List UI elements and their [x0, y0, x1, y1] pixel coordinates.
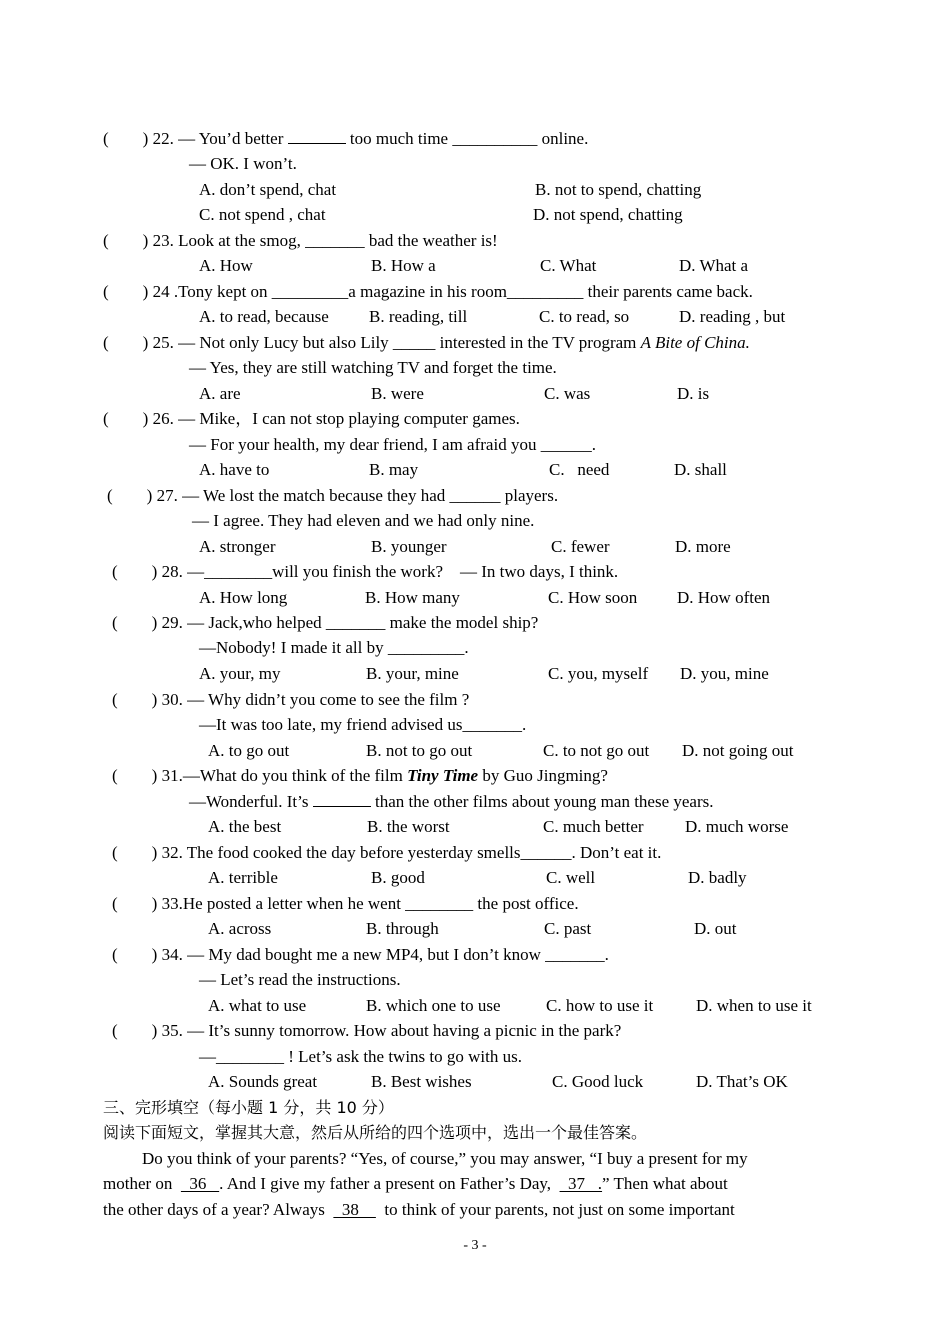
question-30-option-a: A. to go out	[208, 741, 290, 760]
question-25-stem: ( ) 25. — Not only Lucy but also Lily _____ interested in the TV program A Bite of China.	[103, 333, 750, 352]
question-22-option-b: B. not to spend, chatting	[535, 180, 702, 199]
question-27-option-a: A. stronger	[199, 537, 276, 556]
page-number: - 3 -	[463, 1238, 487, 1253]
question-22-option-c: C. not spend , chat	[199, 205, 326, 224]
question-32-option-b: B. good	[371, 868, 425, 887]
question-34-stem: ( ) 34. — My dad bought me a new MP4, but I don’t know _______.	[112, 945, 609, 964]
question-22-option-a: A. don’t spend, chat	[199, 180, 337, 199]
question-30-option-b: B. not to go out	[366, 741, 473, 760]
question-24-option-b: B. reading, till	[369, 307, 468, 326]
question-26-stem: ( ) 26. — Mike，I can not stop playing computer games.	[103, 409, 520, 428]
question-31-option-d: D. much worse	[685, 817, 789, 836]
passage-line-1: Do you think of your parents? “Yes, of course,” you may answer, “I buy a present for my	[142, 1149, 748, 1168]
blank-38: 38	[333, 1200, 376, 1219]
question-30-option-d: D. not going out	[682, 741, 794, 760]
question-34-option-c: C. how to use it	[546, 996, 654, 1015]
answer-blank	[313, 792, 371, 807]
question-29-option-b: B. your, mine	[366, 664, 459, 683]
question-26-option-a: A. have to	[199, 460, 270, 479]
question-34-option-d: D. when to use it	[696, 996, 812, 1015]
question-26-option-d: D. shall	[674, 460, 727, 479]
question-26-reply: — For your health, my dear friend, I am afraid you ______.	[189, 435, 596, 454]
question-23-option-b: B. How a	[371, 256, 436, 275]
question-35-option-a: A. Sounds great	[208, 1072, 318, 1091]
answer-blank	[288, 129, 346, 144]
question-33-option-a: A. across	[208, 919, 272, 938]
question-31-option-c: C. much better	[543, 817, 644, 836]
question-30-stem: ( ) 30. — Why didn’t you come to see the film ?	[112, 690, 470, 709]
question-29-option-d: D. you, mine	[680, 664, 769, 683]
question-22-option-d: D. not spend, chatting	[533, 205, 683, 224]
question-33-option-d: D. out	[694, 919, 737, 938]
question-24-option-a: A. to read, because	[199, 307, 329, 326]
question-32-stem: ( ) 32. The food cooked the day before yesterday smells______. Don’t eat it.	[112, 843, 662, 862]
question-35-reply: —________ ! Let’s ask the twins to go with us.	[199, 1047, 522, 1066]
question-28-option-d: D. How often	[677, 588, 771, 607]
question-28-option-c: C. How soon	[548, 588, 638, 607]
question-31-reply: —Wonderful. It’s than the other films about young man these years.	[189, 792, 714, 811]
question-35-option-d: D. That’s OK	[696, 1072, 788, 1091]
blank-37: 37 .	[559, 1174, 603, 1193]
question-32-option-c: C. well	[546, 868, 596, 887]
question-24-option-d: D. reading , but	[679, 307, 786, 326]
question-34-option-b: B. which one to use	[366, 996, 501, 1015]
section-instruction: 阅读下面短文，掌握其大意，然后从所给的四个选项中，选出一个最佳答案。	[103, 1123, 648, 1142]
question-33-option-b: B. through	[366, 919, 439, 938]
answer-paren: (	[103, 129, 109, 148]
question-25-option-c: C. was	[544, 384, 591, 403]
question-26-option-c: C. need	[549, 460, 610, 479]
question-30-option-c: C. to not go out	[543, 741, 650, 760]
question-27-option-d: D. more	[675, 537, 731, 556]
question-35-option-c: C. Good luck	[552, 1072, 644, 1091]
question-31-option-a: A. the best	[208, 817, 282, 836]
question-28-option-b: B. How many	[365, 588, 460, 607]
question-35-stem: ( ) 35. — It’s sunny tomorrow. How about having a picnic in the park?	[112, 1021, 622, 1040]
question-26-option-b: B. may	[369, 460, 419, 479]
question-30-reply: —It was too late, my friend advised us_______.	[199, 715, 527, 734]
question-28-option-a: A. How long	[199, 588, 288, 607]
question-31-option-b: B. the worst	[367, 817, 450, 836]
question-24-option-c: C. to read, so	[539, 307, 630, 326]
passage-line-3: the other days of a year? Always 38 to think of your parents, not just on some important	[103, 1200, 735, 1219]
question-23-option-c: C. What	[540, 256, 597, 275]
question-22-reply: — OK. I won’t.	[189, 154, 297, 173]
question-22-stem: ( ) 22. — You’d better too much time __________ online.	[103, 129, 589, 148]
question-25-option-a: A. are	[199, 384, 241, 403]
question-24-stem: ( ) 24 .Tony kept on _________a magazine in his room_________ their parents came back.	[103, 282, 753, 301]
question-32-option-d: D. badly	[688, 868, 747, 887]
question-27-option-b: B. younger	[371, 537, 447, 556]
question-27-reply: — I agree. They had eleven and we had only nine.	[192, 511, 535, 530]
question-25-option-b: B. were	[371, 384, 424, 403]
question-34-option-a: A. what to use	[208, 996, 307, 1015]
question-29-reply: —Nobody! I made it all by _________.	[199, 638, 469, 657]
question-32-option-a: A. terrible	[208, 868, 278, 887]
blank-36: 36	[180, 1174, 220, 1193]
question-31-stem: ( ) 31.—What do you think of the film Tiny Time by Guo Jingming?	[112, 766, 608, 785]
question-23-option-a: A. How	[199, 256, 253, 275]
question-25-reply: — Yes, they are still watching TV and forget the time.	[189, 358, 557, 377]
question-27-option-c: C. fewer	[551, 537, 610, 556]
question-29-option-a: A. your, my	[199, 664, 281, 683]
question-35-option-b: B. Best wishes	[371, 1072, 472, 1091]
question-33-stem: ( ) 33.He posted a letter when he went ________ the post office.	[112, 894, 579, 913]
question-34-reply: — Let’s read the instructions.	[199, 970, 401, 989]
question-29-option-c: C. you, myself	[548, 664, 649, 683]
passage-line-2: mother on 36 . And I give my father a present on Father’s Day, 37 .” Then what about	[103, 1174, 728, 1193]
question-25-option-d: D. is	[677, 384, 710, 403]
question-33-option-c: C. past	[544, 919, 592, 938]
question-23-option-d: D. What a	[679, 256, 749, 275]
question-29-stem: ( ) 29. — Jack,who helped _______ make the model ship?	[112, 613, 539, 632]
section-heading: 三、完形填空（每小题 1 分，共 10 分）	[103, 1098, 394, 1117]
question-28-stem: ( ) 28. —________will you finish the work? — In two days, I think.	[112, 562, 619, 581]
question-27-stem: ( ) 27. — We lost the match because they had ______ players.	[107, 486, 559, 505]
question-23-stem: ( ) 23. Look at the smog, _______ bad the weather is!	[103, 231, 498, 250]
